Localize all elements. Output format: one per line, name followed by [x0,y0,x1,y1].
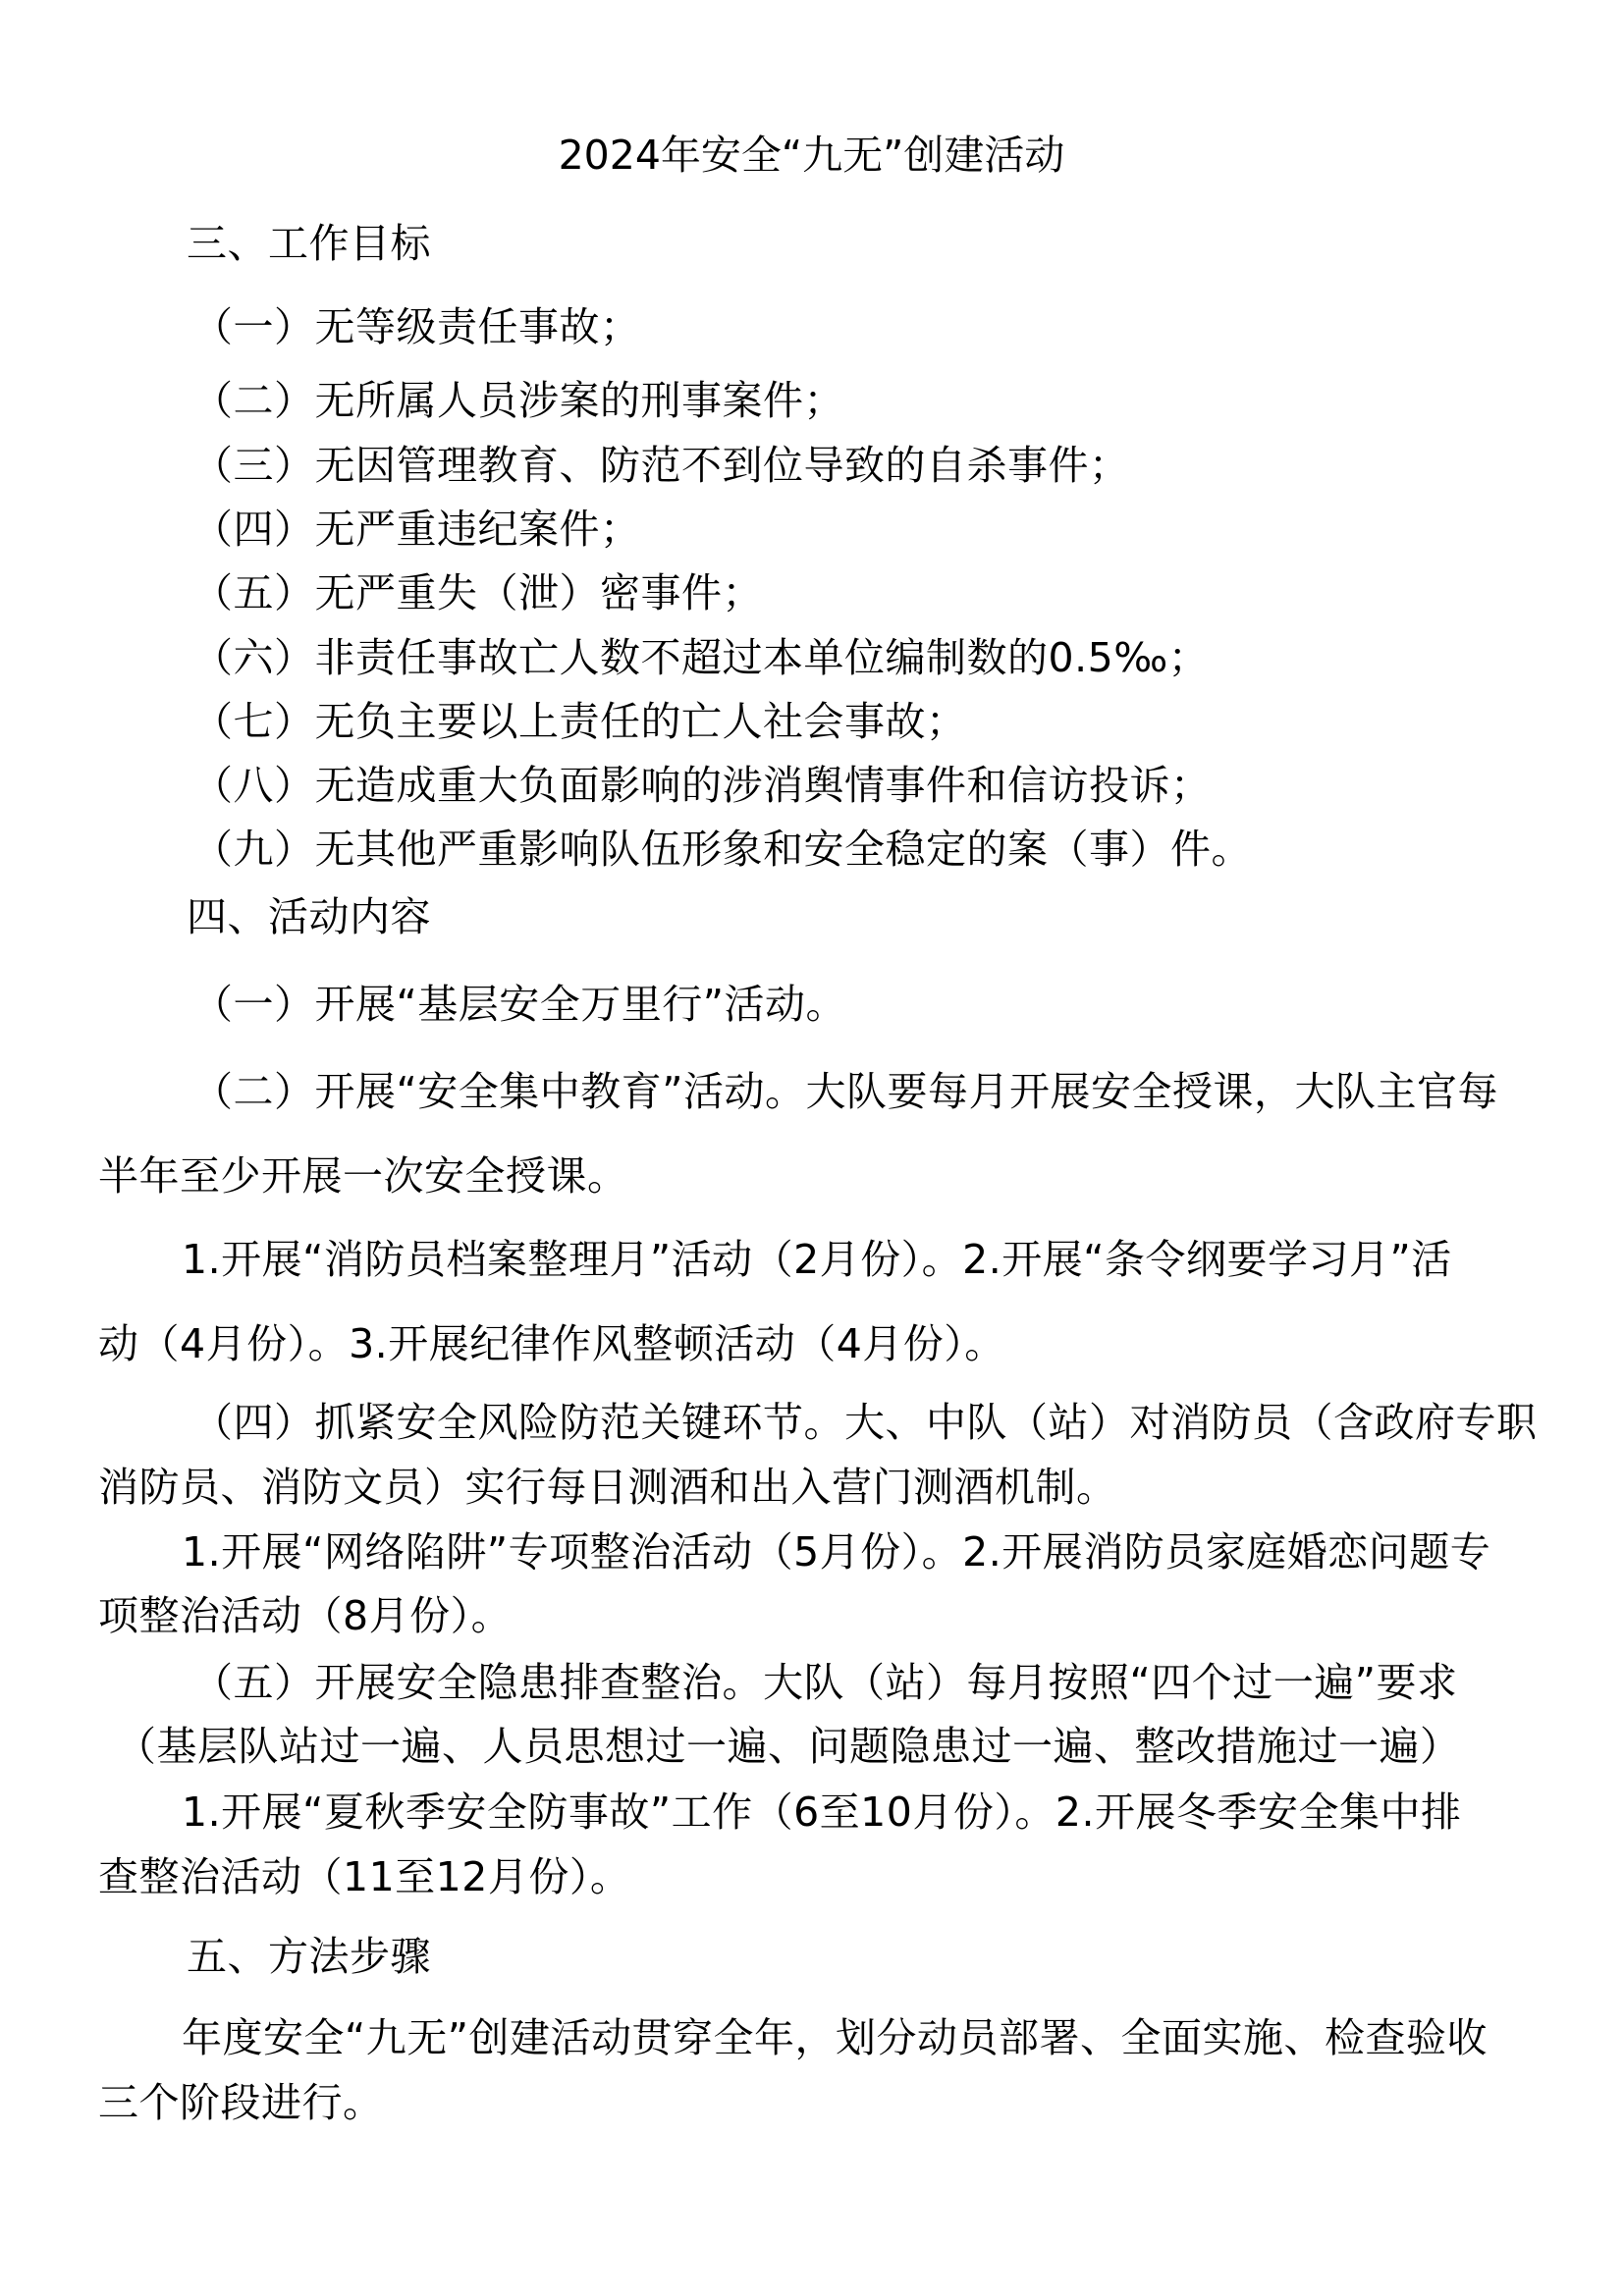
paragraph-line: （基层队站过一遍、人员思想过一遍、问题隐患过一遍、整改措施过一遍） [116,1723,1461,1770]
goal-item: （二）无所属人员涉案的刑事案件； [192,377,844,424]
paragraph-line: 动（4月份）。3.开展纪律作风整顿活动（4月份）。 [98,1320,1005,1367]
paragraph-line: （一）开展“基层安全万里行”活动。 [192,981,846,1028]
goal-item: （一）无等级责任事故； [192,303,641,350]
paragraph-line: 1.开展“网络陷阱”专项整治活动（5月份）。2.开展消防员家庭婚恋问题专 [182,1528,1491,1575]
paragraph-line: 1.开展“夏秋季安全防事故”工作（6至10月份）。2.开展冬季安全集中排 [182,1789,1462,1836]
goal-item: （四）无严重违纪案件； [192,506,641,553]
paragraph-line: 1.开展“消防员档案整理月”活动（2月份）。2.开展“条令纲要学习月”活 [182,1236,1452,1283]
paragraph-line: 半年至少开展一次安全授课。 [98,1152,628,1200]
goal-item: （九）无其他严重影响队伍形象和安全稳定的案（事）件。 [192,826,1252,873]
goal-item: （三）无因管理教育、防范不到位导致的自杀事件； [192,442,1130,489]
section-heading-activities: 四、活动内容 [187,893,431,940]
paragraph-line: 查整治活动（11至12月份）。 [98,1853,631,1900]
section-heading-goals: 三、工作目标 [187,220,431,267]
paragraph-line: （二）开展“安全集中教育”活动。大队要每月开展安全授课，大队主官每 [192,1068,1498,1115]
paragraph-line: （四）抓紧安全风险防范关键环节。大、中队（站）对消防员（含政府专职 [192,1399,1538,1446]
paragraph-line: （五）开展安全隐患排查整治。大队（站）每月按照“四个过一遍”要求 [192,1659,1458,1706]
paragraph-line: 项整治活动（8月份）。 [98,1592,513,1639]
goal-item: （五）无严重失（泄）密事件； [192,569,763,616]
goal-item: （八）无造成重大负面影响的涉消舆情事件和信访投诉； [192,762,1212,809]
goal-item: （七）无负主要以上责任的亡人社会事故； [192,698,967,745]
paragraph-line: 消防员、消防文员）实行每日测酒和出入营门测酒机制。 [98,1464,1117,1511]
section-heading-steps: 五、方法步骤 [187,1933,431,1980]
document-title: 2024年安全“九无”创建活动 [558,132,1065,179]
paragraph-line: 年度安全“九无”创建活动贯穿全年，划分动员部署、全面实施、检查验收 [182,2014,1488,2061]
goal-item: （六）非责任事故亡人数不超过本单位编制数的0.5‰； [192,634,1210,681]
paragraph-line: 三个阶段进行。 [98,2079,384,2126]
